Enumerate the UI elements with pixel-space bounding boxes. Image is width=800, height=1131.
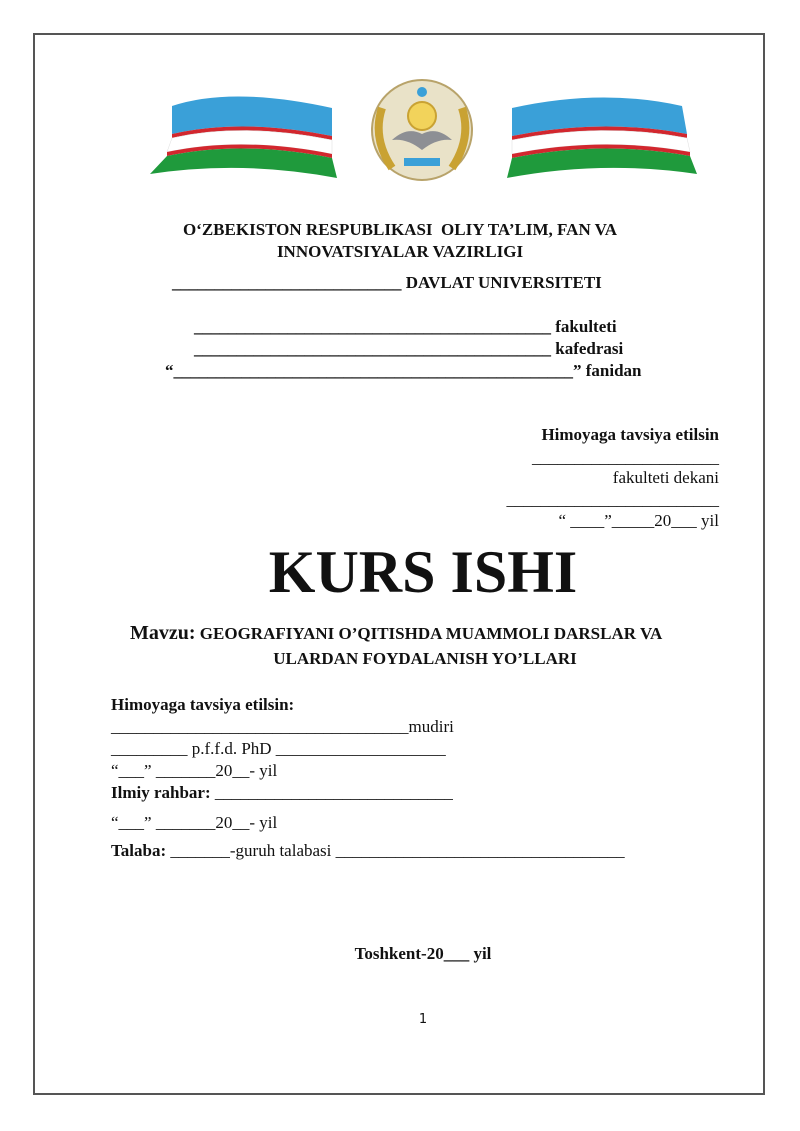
approval-date-1: “___” _______20__- yil	[111, 761, 278, 780]
faculty-line: __________________________________________ fakulteti	[194, 317, 617, 336]
head-line: ___________________________________mudiri	[111, 717, 454, 736]
city-year: Toshkent-20___ yil	[354, 944, 492, 963]
approval-top-blank-2: _________________________	[506, 490, 719, 509]
dean-label: fakulteti dekani	[612, 468, 719, 487]
approval-top-blank-1: ______________________	[532, 448, 719, 467]
department-line: __________________________________________ kafedrasi	[194, 339, 624, 358]
state-emblem	[372, 80, 472, 180]
topic-line-1	[130, 622, 662, 645]
supervisor-blank: ____________________________	[210, 783, 453, 802]
student-label: Talaba:	[111, 841, 167, 860]
ministry-line-1: O‘ZBEKISTON RESPUBLIKASI OLIY TA’LIM, FAN VA	[182, 220, 618, 239]
supervisor-line	[111, 783, 453, 803]
subject-line: “_______________________________________________” fanidan	[165, 361, 642, 380]
student-rest: _______-guruh talabasi __________________________________	[166, 841, 625, 860]
approval-bottom-title: Himoyaga tavsiya etilsin:	[111, 695, 295, 714]
student-line	[111, 841, 625, 861]
approval-top-title: Himoyaga tavsiya etilsin	[541, 425, 719, 444]
topic-line-2: ULARDAN FOYDALANISH YO’LLARI	[273, 649, 577, 668]
supervisor-label: Ilmiy rahbar:	[111, 783, 211, 802]
approval-top-date: “ ____”_____20___ yil	[558, 511, 719, 530]
ministry-line-2: INNOVATSIYALAR VAZIRLIGI	[276, 242, 524, 261]
flag-right	[507, 97, 697, 178]
approval-date-2: “___” _______20__- yil	[111, 813, 278, 832]
page-number: 1	[418, 1012, 428, 1027]
uzbekistan-emblem-banner	[142, 78, 702, 183]
topic-text-1: GEOGRAFIYANI O’QITISHDA MUAMMOLI DARSLAR VA	[195, 624, 663, 643]
university-line: ___________________________ DAVLAT UNIVERSITETI	[172, 273, 602, 292]
flag-left	[150, 96, 337, 178]
main-title: KURS ISHI	[268, 539, 578, 605]
topic-label: Mavzu:	[130, 622, 196, 644]
phd-line: _________ p.f.f.d. PhD ____________________	[111, 739, 446, 758]
